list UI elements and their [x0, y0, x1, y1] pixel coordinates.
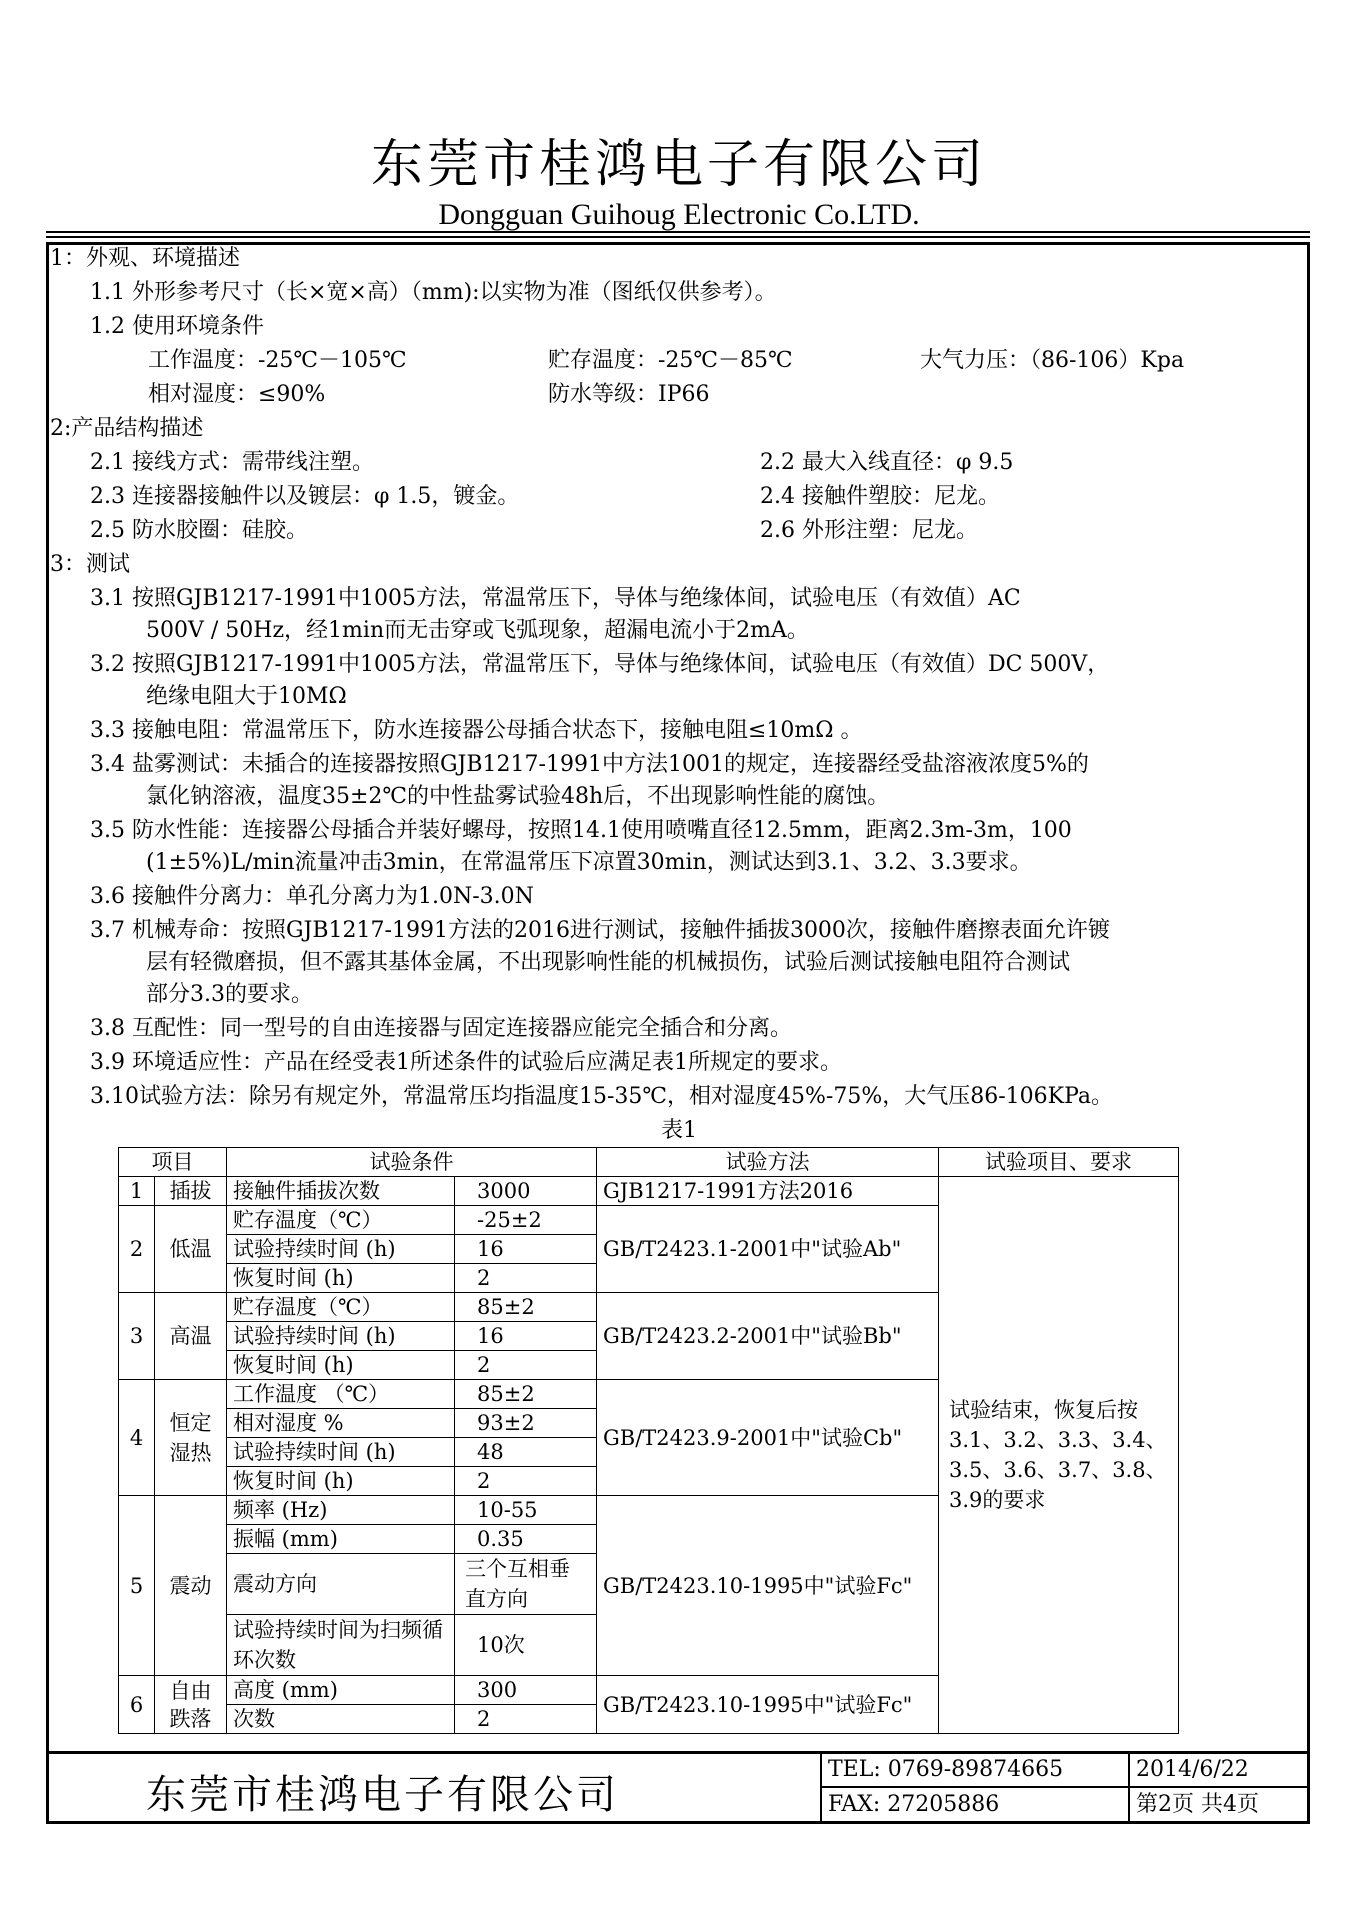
group-no: 1 [119, 1177, 155, 1206]
method-cell: GB/T2423.10-1995中"试验Fc" [597, 1676, 939, 1734]
header-rule-top [46, 231, 1310, 233]
section-3-title: 3：测试 [50, 552, 130, 577]
group-name: 插拔 [155, 1177, 227, 1206]
value-cell: 3000 [455, 1177, 597, 1206]
footer-company: 东莞市桂鸿电子有限公司 [146, 1772, 619, 1818]
air-pressure: 大气力压：（86-106）Kpa [920, 348, 1185, 373]
item-1-1: 1.1 外形参考尺寸（长×宽×高）（mm):以实物为准（图纸仅供参考）。 [90, 280, 777, 305]
work-temp: 工作温度：-25℃－105℃ [148, 348, 407, 373]
item-1-2: 1.2 使用环境条件 [90, 314, 264, 339]
value-cell: 16 [455, 1322, 597, 1351]
company-title-en: Dongguan Guihoug Electronic Co.LTD. [438, 198, 920, 231]
method-cell: GB/T2423.2-2001中"试验Bb" [597, 1293, 939, 1380]
item-3-5-line2: (1±5%)L/min流量冲击3min，在常温常压下凉置30min，测试达到3.1、3.2、3.3要求。 [146, 850, 1032, 875]
item-3-4-line1: 3.4 盐雾测试：未插合的连接器按照GJB1217-1991中方法1001的规定，连接器经受盐溶液浓度5%的 [90, 752, 1089, 777]
value-cell: 10次 [455, 1615, 597, 1676]
item-3-7-line1: 3.7 机械寿命：按照GJB1217-1991方法的2016进行测试，接触件插拔3000次，接触件磨擦表面允许镀 [90, 918, 1110, 943]
condition-cell: 频率 (Hz) [227, 1496, 455, 1525]
method-cell: GB/T2423.1-2001中"试验Ab" [597, 1206, 939, 1293]
condition-cell: 试验持续时间为扫频循环次数 [227, 1615, 455, 1676]
item-3-6: 3.6 接触件分离力：单孔分离力为1.0N-3.0N [90, 884, 534, 909]
header-condition: 试验条件 [227, 1148, 597, 1177]
value-cell: 0.35 [455, 1525, 597, 1554]
item-3-3: 3.3 接触电阻：常温常压下，防水连接器公母插合状态下，接触电阻≤10mΩ 。 [90, 718, 863, 743]
item-2-2: 2.2 最大入线直径：φ 9.5 [760, 450, 1014, 475]
footer-page: 第2页 共4页 [1136, 1792, 1259, 1817]
group-name: 低温 [155, 1206, 227, 1293]
value-cell: -25±2 [455, 1206, 597, 1235]
header-item: 项目 [119, 1148, 227, 1177]
item-2-5: 2.5 防水胶圈：硅胶。 [90, 518, 308, 543]
condition-cell: 贮存温度（℃） [227, 1293, 455, 1322]
group-name: 高温 [155, 1293, 227, 1380]
value-cell: 三个互相垂直方向 [455, 1554, 597, 1615]
footer-fax: FAX: 27205886 [828, 1792, 1000, 1817]
condition-cell: 贮存温度（℃） [227, 1206, 455, 1235]
condition-cell: 工作温度 （℃） [227, 1380, 455, 1409]
item-2-1: 2.1 接线方式：需带线注塑。 [90, 450, 374, 475]
value-cell: 48 [455, 1438, 597, 1467]
footer-tel: TEL: 0769-89874665 [828, 1757, 1064, 1782]
condition-cell: 振幅 (mm) [227, 1525, 455, 1554]
group-no: 2 [119, 1206, 155, 1293]
item-3-7-line2: 层有轻微磨损，但不露其基体金属，不出现影响性能的机械损伤，试验后测试接触电阻符合测试 [146, 950, 1071, 975]
value-cell: 2 [455, 1467, 597, 1496]
value-cell: 10-55 [455, 1496, 597, 1525]
group-no: 4 [119, 1380, 155, 1496]
item-3-10: 3.10试验方法：除另有规定外，常温常压均指温度15-35℃，相对湿度45%-75%，大气压86-106KPa。 [90, 1084, 1114, 1109]
value-cell: 93±2 [455, 1409, 597, 1438]
group-no: 5 [119, 1496, 155, 1676]
table-header-row [119, 1148, 1179, 1177]
item-3-1-line2: 500V / 50Hz，经1min而无击穿或飞弧现象，超漏电流小于2mA。 [146, 618, 809, 643]
group-name: 自由跌落 [155, 1676, 227, 1734]
condition-cell: 恢复时间 (h) [227, 1264, 455, 1293]
value-cell: 300 [455, 1676, 597, 1705]
group-name: 恒定湿热 [155, 1380, 227, 1496]
item-3-7-line3: 部分3.3的要求。 [146, 982, 313, 1007]
condition-cell: 次数 [227, 1705, 455, 1734]
item-3-1-line1: 3.1 按照GJB1217-1991中1005方法，常温常压下，导体与绝缘体间，试验电压（有效值）AC [90, 586, 1021, 611]
footer-date: 2014/6/22 [1136, 1757, 1249, 1782]
item-2-3: 2.3 连接器接触件以及镀层：φ 1.5，镀金。 [90, 484, 520, 509]
group-no: 3 [119, 1293, 155, 1380]
footer [46, 1751, 1310, 1824]
header-requirement: 试验项目、要求 [939, 1148, 1179, 1177]
condition-cell: 恢复时间 (h) [227, 1351, 455, 1380]
value-cell: 2 [455, 1351, 597, 1380]
condition-cell: 恢复时间 (h) [227, 1467, 455, 1496]
header-method: 试验方法 [597, 1148, 939, 1177]
group-name: 震动 [155, 1496, 227, 1676]
test-table [118, 1147, 1179, 1734]
header-rule-bottom [46, 236, 1310, 238]
condition-cell: 试验持续时间 (h) [227, 1235, 455, 1264]
company-title-cn: 东莞市桂鸿电子有限公司 [370, 135, 987, 195]
humidity: 相对湿度：≤90% [148, 382, 326, 407]
requirement-cell: 试验结束，恢复后按3.1、3.2、3.3、3.4、3.5、3.6、3.7、3.8、3.9的要求 [939, 1177, 1179, 1734]
value-cell: 2 [455, 1264, 597, 1293]
item-3-2-line2: 绝缘电阻大于10MΩ [146, 684, 347, 709]
value-cell: 16 [455, 1235, 597, 1264]
group-no: 6 [119, 1676, 155, 1734]
item-3-4-line2: 氯化钠溶液，温度35±2℃的中性盐雾试验48h后，不出现影响性能的腐蚀。 [146, 784, 890, 809]
value-cell: 2 [455, 1705, 597, 1734]
store-temp: 贮存温度：-25℃－85℃ [548, 348, 793, 373]
condition-cell: 接触件插拔次数 [227, 1177, 455, 1206]
condition-cell: 高度 (mm) [227, 1676, 455, 1705]
waterproof-grade: 防水等级：IP66 [548, 382, 710, 407]
item-3-9: 3.9 环境适应性：产品在经受表1所述条件的试验后应满足表1所规定的要求。 [90, 1050, 842, 1075]
value-cell: 85±2 [455, 1380, 597, 1409]
item-2-4: 2.4 接触件塑胶：尼龙。 [760, 484, 1000, 509]
condition-cell: 震动方向 [227, 1554, 455, 1615]
item-3-8: 3.8 互配性：同一型号的自由连接器与固定连接器应能完全插合和分离。 [90, 1016, 792, 1041]
table-caption: 表1 [661, 1118, 697, 1143]
table-row [119, 1177, 1179, 1206]
method-cell: GB/T2423.9-2001中"试验Cb" [597, 1380, 939, 1496]
item-2-6: 2.6 外形注塑：尼龙。 [760, 518, 978, 543]
method-cell: GJB1217-1991方法2016 [597, 1177, 939, 1206]
section-1-title: 1：外观、环境描述 [50, 246, 240, 271]
value-cell: 85±2 [455, 1293, 597, 1322]
condition-cell: 试验持续时间 (h) [227, 1322, 455, 1351]
item-3-2-line1: 3.2 按照GJB1217-1991中1005方法，常温常压下，导体与绝缘体间，试验电压（有效值）DC 500V， [90, 652, 1110, 677]
item-3-5-line1: 3.5 防水性能：连接器公母插合并装好螺母，按照14.1使用喷嘴直径12.5mm，距离2.3m-3m，100 [90, 818, 1072, 843]
condition-cell: 相对湿度 % [227, 1409, 455, 1438]
footer-rule [46, 1751, 1310, 1754]
method-cell: GB/T2423.10-1995中"试验Fc" [597, 1496, 939, 1676]
section-2-title: 2:产品结构描述 [50, 416, 204, 441]
condition-cell: 试验持续时间 (h) [227, 1438, 455, 1467]
